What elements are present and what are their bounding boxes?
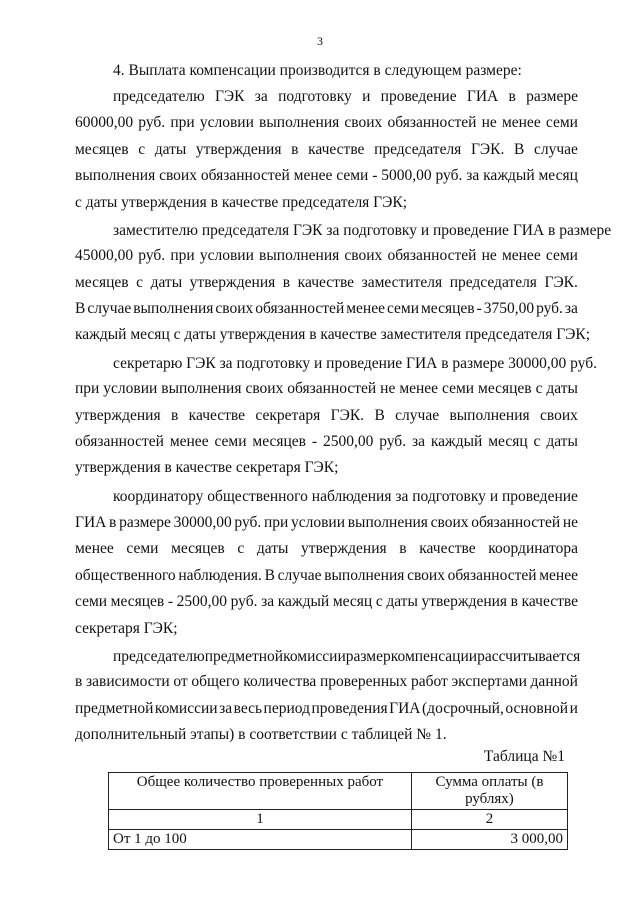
- table-cell-range: От 1 до 100: [109, 830, 412, 850]
- page-number: 3: [317, 34, 323, 48]
- section-heading: 4. Выплата компенсации производится в следующем размере:: [113, 62, 522, 79]
- coordinator-line-1: координатору общественного наблюдения за подготовку и проведение: [113, 488, 578, 505]
- secretary-line-2: при условии выполнения своих обязанностей не менее семи месяцев с даты: [75, 380, 578, 397]
- coordinator-line-4: общественного наблюдения. В случае выполнения своих обязанностей менее: [75, 567, 578, 584]
- secretary-line-1: секретарю ГЭК за подготовку и проведение ГИА в размере 30000,00 руб.: [113, 355, 597, 372]
- deputy-line-3: месяцев с даты утверждения в качестве заместителя председателя ГЭК.: [75, 274, 578, 291]
- payment-table: [108, 772, 568, 850]
- secretary-line-3: утверждения в качестве секретаря ГЭК. В случае выполнения своих: [75, 407, 578, 424]
- table-cell-amount: 3 000,00: [411, 830, 567, 850]
- table-caption: Таблица №1: [483, 748, 565, 765]
- chair-line-3: месяцев с даты утверждения в качестве председателя ГЭК. В случае: [75, 141, 578, 158]
- deputy-line-5: каждый месяц с даты утверждения в качестве заместителя председателя ГЭК;: [75, 326, 591, 343]
- table-header-row: [109, 773, 568, 810]
- commission-line-4: дополнительный этапы) в соответствии с таблицей № 1.: [75, 726, 447, 743]
- coordinator-line-5: семи месяцев - 2500,00 руб. за каждый месяц с даты утверждения в качестве: [75, 593, 578, 610]
- table-numbering-row: [109, 810, 568, 830]
- chair-line-4: выполнения своих обязанностей менее семи - 5000,00 руб. за каждый месяц: [75, 167, 578, 184]
- deputy-line-2: 45000,00 руб. при условии выполнения своих обязанностей не менее семи: [75, 247, 578, 264]
- secretary-line-4: обязанностей менее семи месяцев - 2500,00 руб. за каждый месяц с даты: [75, 433, 578, 450]
- table-numbering-cell: 2: [411, 810, 567, 830]
- coordinator-line-2: ГИА в размере 30000,00 руб. при условии выполнения своих обязанностей не: [75, 514, 578, 531]
- chair-line-2: 60000,00 руб. при условии выполнения своих обязанностей не менее семи: [75, 114, 578, 131]
- table-header-cell: Сумма оплаты (в рублях): [411, 773, 567, 810]
- coordinator-line-3: менее семи месяцев с даты утверждения в качестве координатора: [75, 540, 578, 557]
- table-numbering-cell: 1: [109, 810, 412, 830]
- table-header-cell: Общее количество проверенных работ: [109, 773, 412, 810]
- deputy-line-4: В случае выполнения своих обязанностей менее семи месяцев - 3750,00 руб. за: [75, 300, 578, 317]
- chair-line-1: председателю ГЭК за подготовку и проведение ГИА в размере: [113, 88, 578, 105]
- secretary-line-5: утверждения в качестве секретаря ГЭК;: [75, 459, 339, 476]
- deputy-line-1: заместителю председателя ГЭК за подготовку и проведение ГИА в размере: [113, 222, 612, 239]
- commission-line-2: в зависимости от общего количества проверенных работ экспертами данной: [75, 673, 578, 690]
- chair-line-5: с даты утверждения в качестве председателя ГЭК;: [75, 194, 408, 211]
- commission-line-1: председателю предметной комиссии размер компенсации рассчитывается: [113, 648, 581, 665]
- commission-line-3: предметной комиссии за весь период проведения ГИА (досрочный, основной и: [75, 700, 578, 717]
- coordinator-line-6: секретаря ГЭК;: [75, 620, 178, 637]
- table-row: [109, 830, 568, 850]
